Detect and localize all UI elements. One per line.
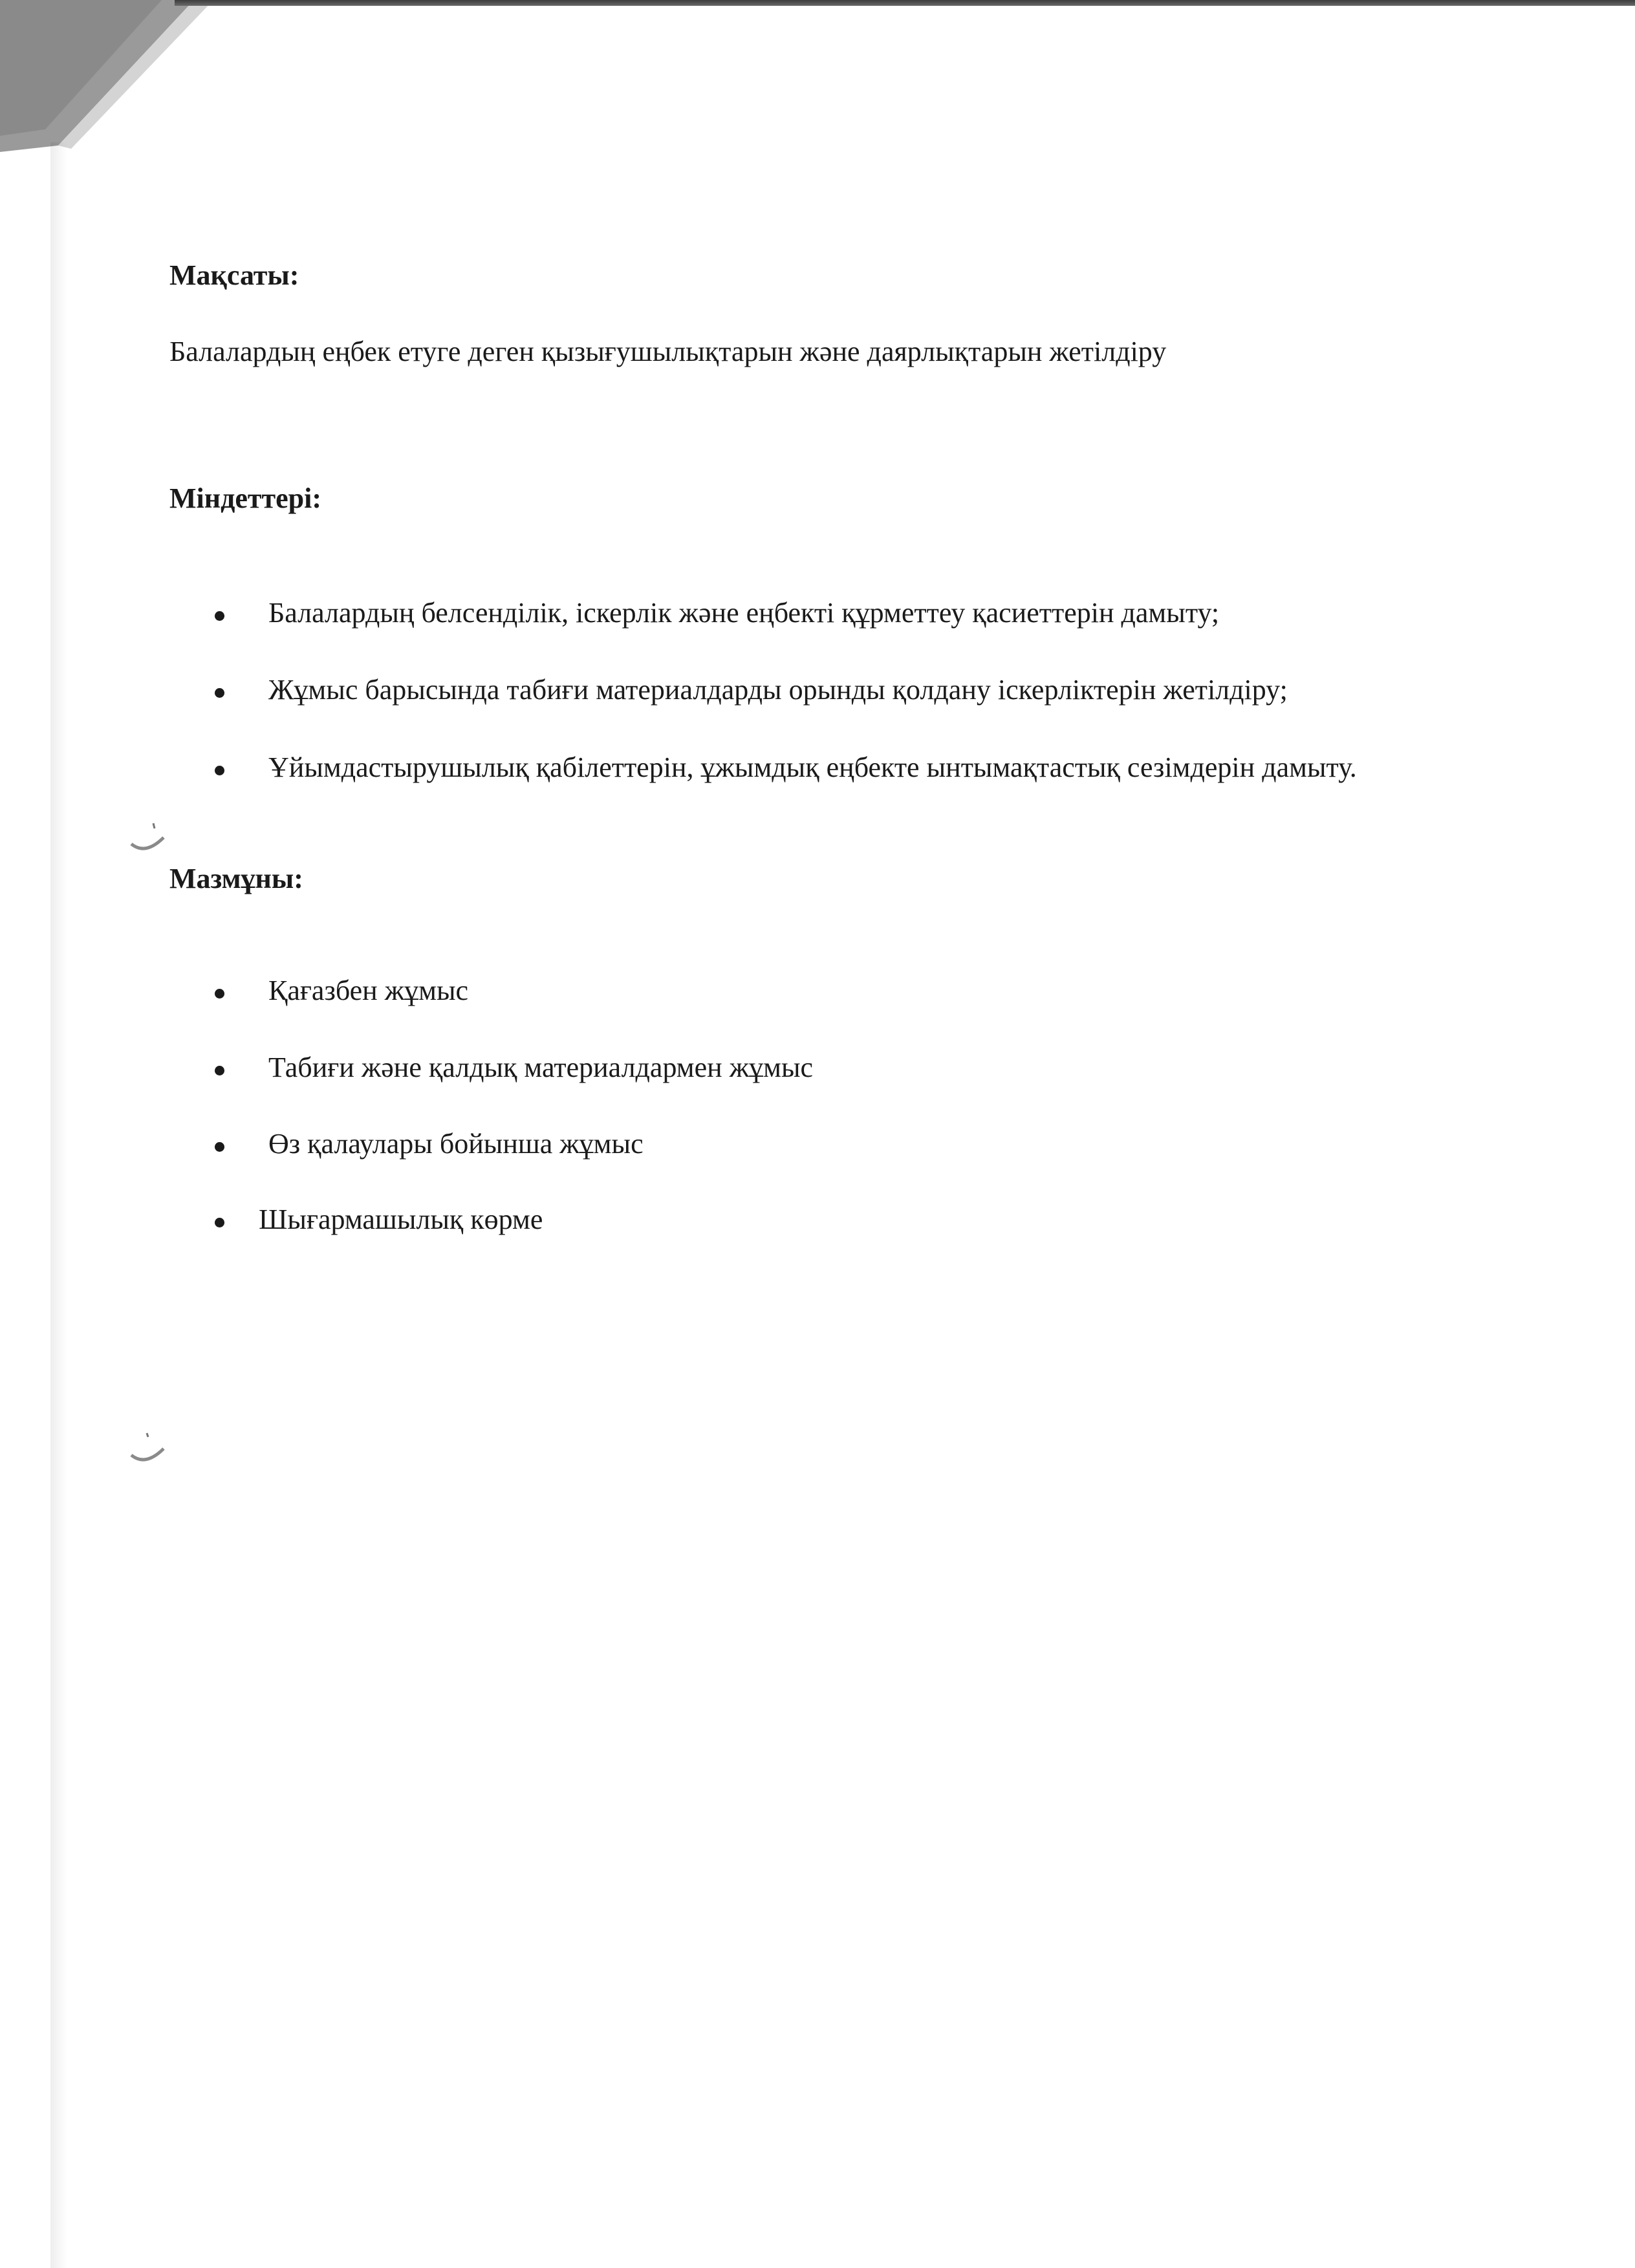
- task-item-text: Балалардың белсенділік, іскерлік және еңбекті құрметтеу қасиеттерін дамыту;: [268, 597, 1220, 629]
- goal-heading: Мақсаты:: [169, 259, 299, 291]
- task-item-text: Жұмыс барысында табиғи материалдарды орынды қолдану іскерліктерін жетілдіру;: [268, 674, 1288, 706]
- content-item-text: Қағазбен жұмыс: [268, 975, 469, 1006]
- bullet-icon: [215, 611, 224, 621]
- bullet-icon: [215, 1066, 224, 1075]
- bullet-icon: [215, 989, 224, 999]
- punch-hole-mark: [126, 818, 171, 857]
- content-item-text: Шығармашылық көрме: [259, 1204, 543, 1235]
- tasks-heading: Міндеттері:: [169, 482, 321, 514]
- scanner-corner-shadow: [0, 0, 213, 155]
- task-item-text: Ұйымдастырушылық қабілеттерін, ұжымдық еңбекте ынтымақтастық сезімдерін дамыту.: [268, 751, 1357, 783]
- goal-text: Балалардың еңбек етуге деген қызығушылықтарын және даярлықтарын жетілдіру: [169, 336, 1167, 367]
- bullet-icon: [215, 688, 224, 698]
- content-heading: Мазмұны:: [169, 863, 303, 894]
- page-left-edge-shadow: [50, 142, 67, 2268]
- punch-hole-mark: [126, 1429, 171, 1468]
- bullet-icon: [215, 1142, 224, 1152]
- content-item-text: Табиғи және қалдық материалдармен жұмыс: [268, 1052, 814, 1083]
- bullet-icon: [215, 766, 224, 775]
- content-item-text: Өз қалаулары бойынша жұмыс: [268, 1128, 644, 1160]
- scanner-top-edge: [175, 0, 1635, 6]
- bullet-icon: [215, 1218, 224, 1227]
